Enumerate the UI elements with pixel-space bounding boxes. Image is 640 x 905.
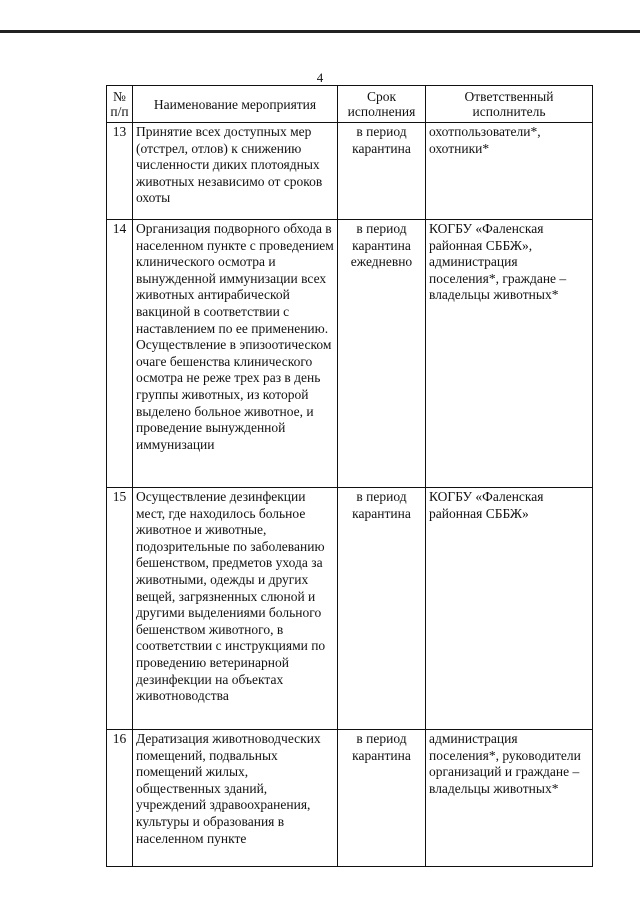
table-row: [107, 730, 593, 867]
row-resp: КОГБУ «Фаленская районная СББЖ»: [426, 488, 593, 730]
row-term: в период карантина ежедневно: [338, 220, 426, 488]
table-row: [107, 488, 593, 730]
row-name: Организация подворного обхода в населенном пункте с проведением клинического осмотра и вынужденной иммунизации всех животных антирабической вакциной в соответствии с наставлением по ее применению. Осуществление в эпизоотическом очаге бешенства клинического осмотра не реже трех раз в день группы животных, из которой выделено больное животное, и проведение вынужденной иммунизации: [133, 220, 338, 488]
header-resp: Ответственный исполнитель: [426, 86, 593, 123]
row-name: Принятие всех доступных мер (отстрел, отлов) к снижению численности диких плотоядных животных независимо от сроков охоты: [133, 123, 338, 220]
table-header-row: [107, 86, 593, 123]
header-term: Срок исполнения: [338, 86, 426, 123]
row-name: Дератизация животноводческих помещений, подвальных помещений жилых, общественных зданий, учреждений здравоохранения, культуры и образования в населенном пункте: [133, 730, 338, 867]
row-num: 14: [107, 220, 133, 488]
table-row: [107, 220, 593, 488]
row-term: в период карантина: [338, 488, 426, 730]
row-name: Осуществление дезинфекции мест, где находилось больное животное и животные, подозрительные по заболеванию бешенством, предметов ухода за животными, одежды и других вещей, загрязненных слюной и другими выделениями больного бешенством животного, в соответствии с инструкциями по проведению ветеринарной дезинфекции на объектах животноводства: [133, 488, 338, 730]
row-num: 15: [107, 488, 133, 730]
row-num: 13: [107, 123, 133, 220]
row-resp: администрация поселения*, руководители организаций и граждане – владельцы животных*: [426, 730, 593, 867]
header-name: Наименование мероприятия: [133, 86, 338, 123]
page-number: 4: [316, 70, 324, 85]
row-num: 16: [107, 730, 133, 867]
row-term: в период карантина: [338, 123, 426, 220]
row-resp: охотпользователи*, охотники*: [426, 123, 593, 220]
row-resp: КОГБУ «Фаленская районная СББЖ», администрация поселения*, граждане – владельцы животных*: [426, 220, 593, 488]
measures-table: [106, 85, 593, 867]
table-row: [107, 123, 593, 220]
header-num: № п/п: [107, 86, 133, 123]
row-term: в период карантина: [338, 730, 426, 867]
top-rule: [0, 30, 640, 33]
